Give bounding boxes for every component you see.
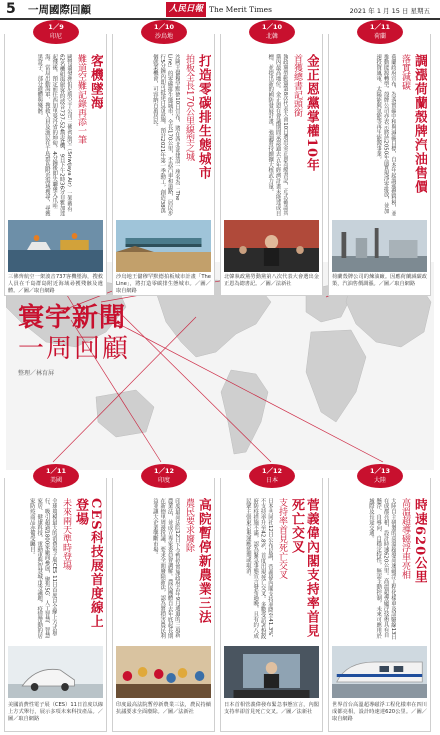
photo-caption: 日本首相菅義偉發布緊急事態宣言，內閣支持率卻首見死亡交叉。／圖／法新社 (224, 702, 319, 715)
newspaper-logo-en: The Merit Times (209, 5, 272, 14)
story-date: 1／10 (153, 23, 175, 31)
maglev-train-image (332, 646, 427, 698)
story-subtitle: 高溫超導磁浮車亮相 (400, 498, 410, 579)
dateline: 2021 年 1 月 15 日 星期五 (349, 7, 430, 15)
story-photo (332, 646, 427, 698)
story-card-japan[interactable] (220, 467, 323, 732)
photo-caption: 印度最高法院暫停新農業三法，農民持續抗議要求全面廢除。／圖／法新社 (116, 702, 211, 715)
story-title: 打造零碳排生態城市 (196, 54, 211, 180)
story-photo (224, 646, 319, 698)
story-date: 1／11 (369, 23, 391, 31)
story-body: 全球規模最大的消費電子展CES 11日首度以全線上方式舉行，吸引超過1800家廠商參展，聚焦5G、人工智慧、智慧家居、健康科技、電動車與智慧城市等議題，疫情帶動的居家防疫商品亦備受矚目。 (28, 498, 57, 639)
story-photo (8, 646, 103, 698)
story-subtitle: 拍板全長170公里線型之城 (184, 54, 194, 162)
story-photo (332, 220, 427, 272)
story-card-netherlands[interactable] (328, 23, 431, 296)
headline-line2: 一周回顧 (18, 334, 131, 364)
story-card-saudi[interactable] (112, 23, 215, 296)
refinery-image (332, 220, 427, 272)
story-place: 大陸 (373, 477, 386, 484)
story-date: 1／10 (261, 23, 283, 31)
section-title: 一周國際回顧 (28, 3, 91, 16)
story-photo (224, 220, 319, 272)
story-title: 高院暫停新農業三法 (196, 498, 211, 624)
story-body: 印度最高法院12日下令暫停實施政府去年9月通過的三項新農業法，並成立專家委員會調解。農民團體自去年底起長期在新德里周邊抗議，要求全面廢除新法，認為將損害農民利益並讓大企業壟斷市場。 (151, 498, 180, 639)
story-subtitle: 難道空難記錄再添一筆 (76, 54, 86, 144)
story-title: 客機墜海 (88, 54, 103, 110)
story-date: 1／12 (153, 467, 175, 475)
story-title: 調漲荷蘭殼牌汽油售價 (412, 54, 427, 194)
date-place-badge (249, 464, 295, 488)
story-body: 大陸自主研製的高溫超導高速磁浮工程化樣車及試驗線13日在成都亮相，設計時速620公里。高溫超導磁浮技術具有自懸浮、自導向、自穩定特性，無需主動控制，未來可應用於城際及長途交通。 (367, 498, 396, 640)
story-photo (8, 220, 103, 272)
story-card-north-korea[interactable] (220, 23, 323, 296)
story-card-indonesia[interactable] (4, 23, 107, 296)
sea-rescue-image (8, 220, 103, 272)
date-place-badge (33, 20, 79, 44)
photo-caption: 荷蘭殼牌公司的煉油廠。因應荷蘭減碳政策，汽油售價調漲。／圖／取自網路 (332, 274, 427, 287)
story-title: 菅義偉內閣支持率首見死亡交叉 (289, 498, 319, 638)
date-place-badge (249, 20, 295, 44)
story-place: 沙烏地 (154, 33, 173, 40)
story-photo (116, 220, 211, 272)
photo-caption: 北韓執政黨勞動黨第八次代表大會選出金正恩為總書記。／圖／法新社 (224, 274, 319, 287)
story-body: 國營盛發洲伯尼航空于公司三佛齊航空（Sriwijaya Air）一架載有62名機組與旅客的波音737-524型客機，9日下午2時36分自雅加達起飛後，預定前往西加里曼丹省的坤甸，4分鐘後即失聯墜入爪哇海。當局出動海軍、搜救人員及漁民在千島群島附近海域搜尋，尋獲黑盒子、部分遺體與殘骸。 (36, 54, 72, 216)
story-subtitle: 落實減碳 (400, 54, 410, 90)
story-body: 沙國王儲穆罕默德10日宣布，將在西北部建設一座名為「The Line」的零碳排生態城市，全長170公里，不設汽車和道路，居民步行5分鐘內即可抵達日常設施，預計2021年第一季動工，創造38萬個就業機會，可容納百萬居民。 (151, 54, 180, 216)
story-text-block (8, 54, 103, 216)
date-place-badge (33, 464, 79, 488)
story-title: 金正恩黨掌權10年 (304, 54, 319, 173)
masthead (0, 0, 440, 20)
page-number: 5 (6, 1, 16, 17)
story-subtitle: 農民要求廢除 (184, 498, 194, 552)
story-body: 日本共同社12日公布民調，菅義偉內閣支持率降至41.3%，不支持率升至42.8%，首度出現死亡交叉。多數受訪者對政府防疫措施不滿，認為緊急事態宣言發布過晚，且有約八成民眾主張東京奧運應延期或取消。 (244, 498, 273, 641)
story-text-block (8, 498, 103, 642)
byline: 整理／林育屏 (18, 370, 55, 377)
story-date: 1／12 (261, 467, 283, 475)
story-title: CES科技展首度線上登場 (73, 498, 103, 629)
story-card-china[interactable] (328, 467, 431, 732)
story-subtitle: 未來兩天準時登場 (61, 498, 71, 570)
photo-caption: 沙烏地王儲穆罕默德拍板城市計畫「The Line」，將打造零碳排生態城市。／圖／取自網路 (116, 274, 211, 294)
eco-city-image (116, 220, 211, 272)
story-text-block (224, 498, 319, 642)
story-place: 北韓 (265, 33, 278, 40)
story-text-block (116, 498, 211, 642)
story-body: 荷蘭政府宣布，為落實碳中和與減碳目標，自本年起調漲燃料稅，並推動能源轉型。殼牌公司亦表示將於2050年前實現淨零排放，並加速投資風電、太陽能與氫能等再生能源事業。 (375, 54, 396, 216)
story-subtitle: 首獲總書記頭銜 (292, 54, 302, 117)
date-place-badge (357, 20, 403, 44)
story-subtitle: 支持率首見死亡交叉 (277, 498, 287, 579)
photo-caption: 美國消費性電子展（CES）11日首度以線上方式舉行，展示多項未來科技產品。／圖／取自網路 (8, 702, 103, 722)
photo-caption: 世界首台高溫超導磁浮工程化樣車在四川成都亮相，設計時速達620公里。／圖／取自網路 (332, 702, 427, 722)
photo-caption: 三佛齊航空一架波音737客機墜海，搜救人員在千島群島附近海域尋獲殘骸及遺體。／圖／取自網路 (8, 274, 103, 294)
story-text-block (332, 498, 427, 642)
newspaper-logo: 人民日報 (166, 2, 206, 17)
story-place: 印尼 (49, 33, 62, 40)
tech-show-image (8, 646, 103, 698)
story-date: 1／11 (45, 467, 67, 475)
story-body: 執政黨勞動黨第8次代表大會10日選出金正恩為總書記，正式確認其黨內最高地位。金正恩在會議期間承認過去五年經濟計畫未能達成目標，並提出新的國防發展計畫，強調將持續擴大核武力量。 (267, 54, 288, 216)
story-text-block (116, 54, 211, 216)
date-place-badge (357, 464, 403, 488)
story-place: 荷蘭 (373, 33, 386, 40)
congress-image (224, 220, 319, 272)
story-title: 時速620公里 (412, 498, 427, 585)
tv-broadcast-image (224, 646, 319, 698)
story-place: 印度 (157, 477, 170, 484)
story-card-india[interactable] (112, 467, 215, 732)
story-place: 日本 (265, 477, 278, 484)
date-place-badge (141, 464, 187, 488)
story-date: 1／9 (48, 23, 64, 31)
story-photo (116, 646, 211, 698)
story-place: 美國 (49, 477, 62, 484)
story-card-usa[interactable] (4, 467, 107, 732)
story-date: 1／13 (369, 467, 391, 475)
story-text-block (224, 54, 319, 216)
feature-headline (18, 303, 138, 377)
headline-line1: 寰宇新聞 (18, 303, 127, 333)
date-place-badge (141, 20, 187, 44)
story-text-block (332, 54, 427, 216)
farmer-protest-image (116, 646, 211, 698)
